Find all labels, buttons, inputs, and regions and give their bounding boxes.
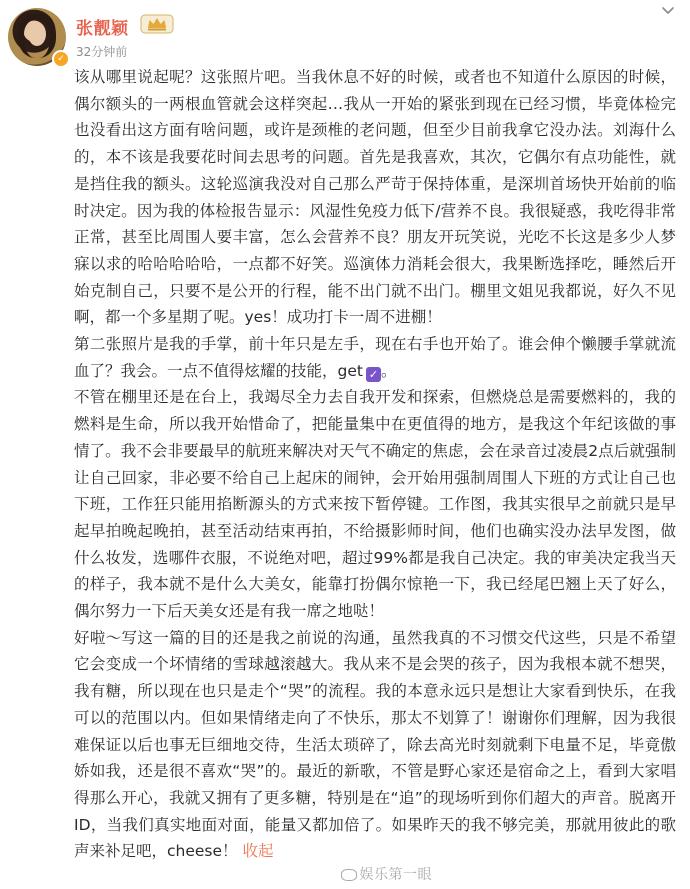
watermark <box>341 864 433 884</box>
weibo-logo-icon <box>341 869 357 881</box>
paragraph-text: 好啦～写这一篇的目的还是我之前说的沟通，虽然我真的不习惯交代这些，只是不希望它会变成一个坏情绪的雪球越滚越大。我从来不是会哭的孩子，因为我根本就不想哭，我有糖，所以现在也只是走个“哭”的流程。我的本意永远只是想让大家看到快乐，在我可以的范围以内。但如果情绪走向了不快乐，那太不划算了！谢谢你们理解，因为我很难保证以后也事无巨细地交待，生活太琐碎了，除去高光时刻就剩下电量不足，毕竟傲娇如我，还是很不喜欢“哭”的。最近的新歌，不管是野心家还是宿命之上，看到大家唱得那么开心，我就又拥有了更多糖，特别是在“追”的现场听到你们超大的声音。脱离开ID，当我们真实地面对面，能量又都加倍了。如果昨天的我不够完美，那就用彼此的歌声来补足吧，cheese！ <box>74 628 676 861</box>
paragraph-text: 第二张照片是我的手掌，前十年只是左手，现在右手也开始了。谁会伸个懒腰手掌就流血了？我会。一点不值得炫耀的技能，get <box>74 335 676 380</box>
author-name[interactable]: 张靓颖 <box>76 19 129 39</box>
paragraph: 不管在棚里还是在台上，我竭尽全力去自我开发和探索，但燃烧总是需要燃料的，我的燃料是生命，所以我开始惜命了，把能量集中在更值得的地方，是我这个年纪该做的事情了。我不会非要最早的航班来解决对天气不确定的焦虑，会在录音过凌晨2点后就强制让自己回家，非必要不给自己上起床的闹钟，会开始用强制周围人下班的方式让自己也下班，工作狂只能用掐断源头的方式来按下暂停键。工作图，我其实很早之前就只是早起早拍晚起晚拍，甚至活动结束再拍，不给摄影师时间，他们也确实没办法早发图，做什么妆发，选哪件衣服，不说绝对吧，超过99%都是我自己决定。我的审美决定我当天的样子，我本就不是什么大美女，能靠打扮偶尔惊艳一下，我已经尾巴翘上天了好么，偶尔努力一下后天美女还是有我一席之地哒！ <box>74 388 676 621</box>
watermark-text: 娱乐第一眼 <box>359 867 432 883</box>
vip-crown-icon[interactable] <box>140 13 174 35</box>
collapse-link[interactable]: 收起 <box>242 842 274 861</box>
post-content <box>74 64 676 865</box>
paragraph: 该从哪里说起呢？这张照片吧。当我休息不好的时候，或者也不知道什么原因的时候，偶尔额头的一两根血管就会这样突起…我从一开始的紧张到现在已经习惯，毕竟体检完也没看出这方面有啥问题，或许是颈椎的老问题，但至少目前我拿它没办法。刘海什么的，本不该是我要花时间去思考的问题。首先是我喜欢，其次，它偶尔有点功能性，就是挡住我的额头。这轮巡演我没对自己那么严苛于保持体重，是深圳首场快开始前的临时决定。因为我的体检报告显示：风湿性免疫力低下/营养不良。我很疑惑，我吃得非常正常，甚至比周围人要丰富，怎么会营养不良？朋友开玩笑说，光吃不长这是多少人梦寐以求的哈哈哈哈哈，一点都不好笑。巡演体力消耗会很大，我果断选择吃，睡然后开始克制自己，只要不是公开的行程，能不出门就不出门。棚里文姐见我都说，好久不见啊，都一个多星期了呢。yes！成功打卡一周不进棚！ <box>74 68 676 327</box>
paragraph <box>74 625 676 865</box>
check-emoji-icon: ✓ <box>366 367 381 382</box>
paragraph: 第二张照片是我的手掌，前十年只是左手，现在右手也开始了。谁会伸个懒腰手掌就流血了？我会。一点不值得炫耀的技能，get ✓ 。 <box>74 335 676 381</box>
chevron-down-icon[interactable] <box>660 2 676 18</box>
post-time[interactable]: 32分钟前 <box>76 45 128 59</box>
verified-badge-icon: ✓ <box>52 50 70 68</box>
